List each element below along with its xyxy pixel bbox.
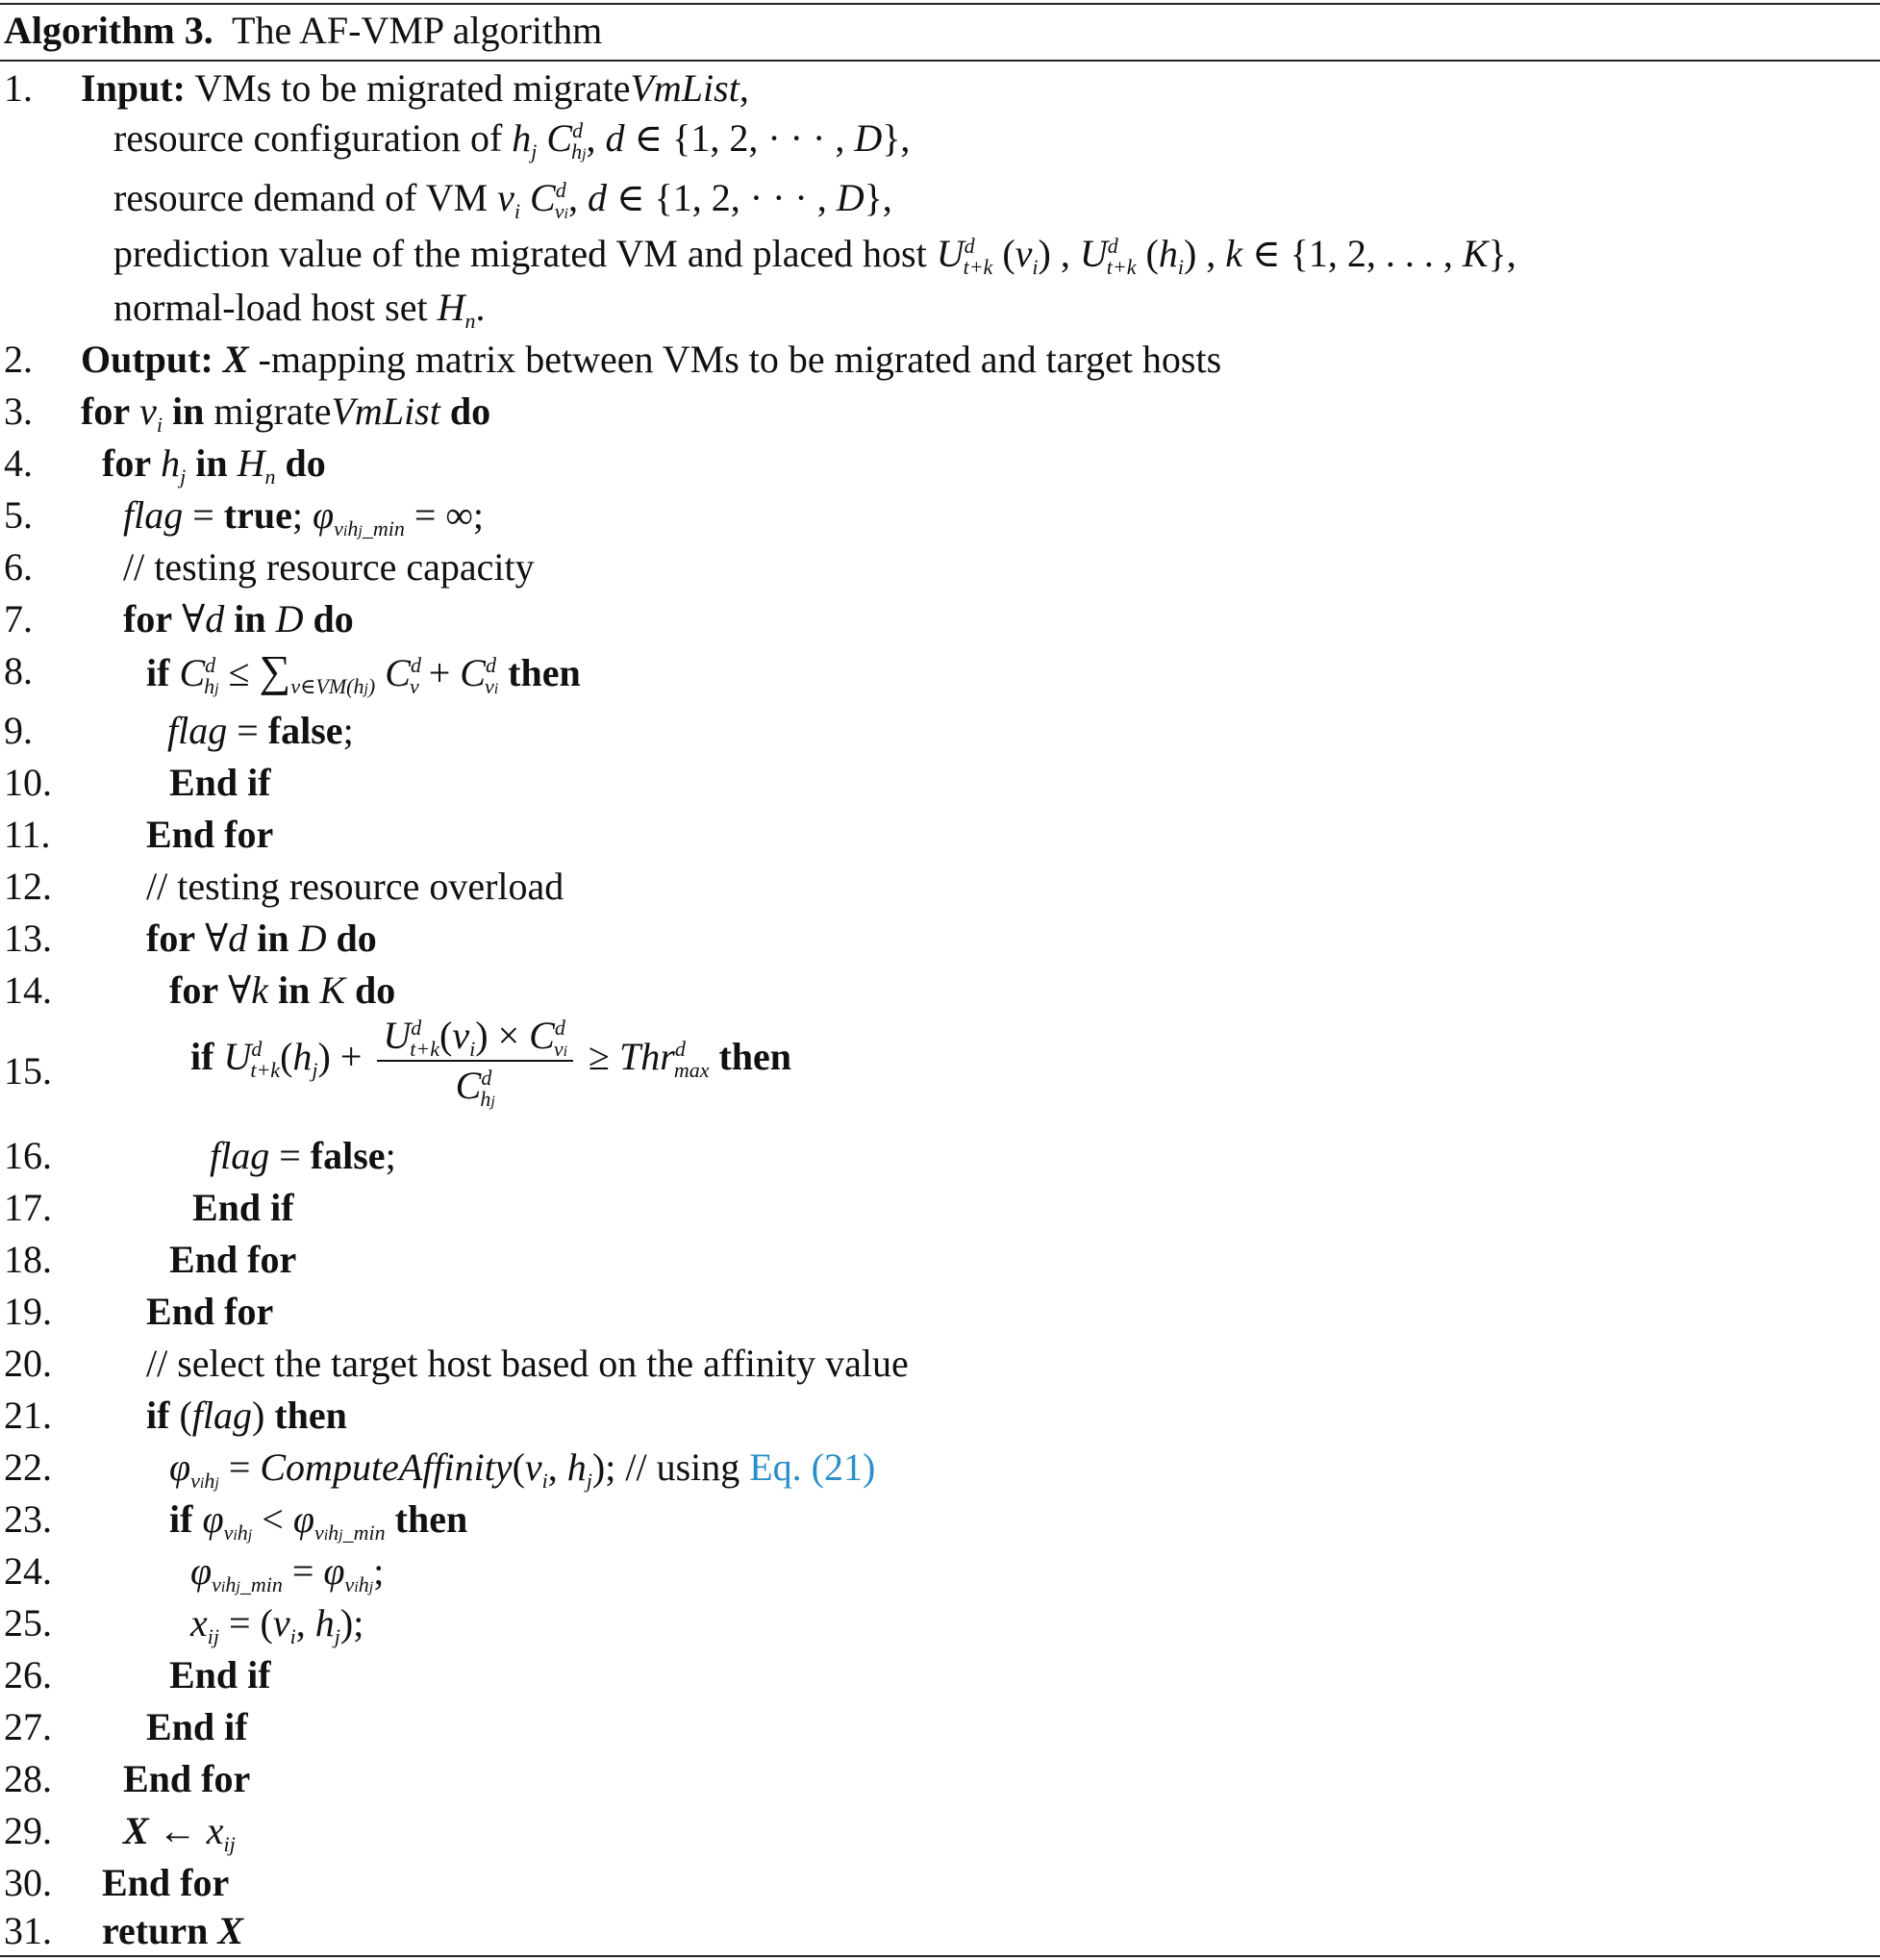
line-content [81,335,1221,385]
line-number: 12. [4,865,52,908]
kw: End for [102,1861,230,1904]
comment: // using [625,1445,740,1489]
kw: if [190,1035,214,1079]
fraction: $\frac{U^d_{t+k}(v_i) \times C^d_{vi}}{C^d_{hj}}$ [377,1012,573,1110]
line-number: 15. [4,1049,52,1093]
line-content: for ∀d in D do [146,917,377,960]
line-content: flag = true; $\varphi_{vihj\_min}$ = ∞; [123,493,484,540]
kw: then [394,1497,468,1541]
line-content: X ← $x_{ij}$ [123,1809,236,1856]
kw: in [277,968,311,1012]
var: flag [191,1394,252,1437]
line-number: 24. [4,1549,52,1593]
output-keyword: Output: [81,338,213,381]
var: flag [167,709,228,752]
kw: End if [169,761,271,804]
vmlist-var: VmList [630,66,739,110]
kw: do [336,917,377,960]
line-number: 10. [4,761,52,804]
kw: then [718,1035,792,1079]
line-number: 18. [4,1238,52,1281]
kw: then [508,651,581,694]
line-number: 7. [4,597,33,641]
line-number: 27. [4,1705,52,1748]
kw: End for [169,1238,297,1281]
line-content: if $U^d_{t+k}(h_j)$ + $\frac{U^d_{t+k}(v_i) \times C^d_{vi}}{C^d_{hj}}$ ≥ Thr$^d_{max}$ then [190,1014,792,1111]
kw: false [310,1134,386,1177]
line-content: $\varphi_{vihj}$ = $ComputeAffinity(v_i$, $h_j$); // using Eq. (21) [169,1445,876,1493]
comment: // testing resource overload [146,865,564,908]
line-number: 30. [4,1861,52,1904]
kw: End for [123,1757,251,1800]
comment: // testing resource capacity [123,545,535,589]
var: Thr [619,1035,675,1079]
kw: for [146,917,196,960]
subscript: max [673,1058,710,1083]
line-number: 2. [4,338,33,381]
line-content: if (flag) then [146,1394,347,1437]
line-number: 22. [4,1445,52,1489]
line-content: if $C^d_{hj} \le \sum_{v\in VM(hj)}$ $C^d_v + C^d_{vi}$ then [146,646,581,698]
kw: for [81,389,131,433]
line-number: 31. [4,1909,52,1952]
line-number: 26. [4,1653,52,1696]
comment: // select the target host based on the affinity value [146,1342,909,1385]
comma: , [739,66,749,110]
line-1-cont-config: resource configuration of $h_j$ $C^d_{hj}$, d ∈ {1, 2, · · · , D}, [113,116,911,163]
algorithm-header [4,6,602,56]
line-content: flag = false; [167,709,354,752]
line-number: 14. [4,968,52,1012]
algorithm-label: Algorithm 3. [4,9,213,52]
line-1-cont-prediction: prediction value of the migrated VM and placed host $U^d_{t+k}$ $(v_i)$ , $U^d_{t+k}$ $(h_i)$ , k ∈ {1, 2, . . . , K}, [113,232,1517,279]
line-content: for $v_i$ in migrateVmList do [81,389,491,437]
line-number: 6. [4,545,33,589]
kw: return [102,1909,209,1952]
line-number: 25. [4,1601,52,1645]
line-content: for $h_j$ in $H_n$ do [102,441,326,489]
output-text: -mapping matrix between VMs to be migrated and target hosts [258,338,1222,381]
kw: End for [146,1290,274,1333]
top-rule [0,3,1880,5]
line-number: 17. [4,1186,52,1229]
kw: do [313,597,354,641]
line-number: 23. [4,1497,52,1541]
kw: if [146,651,170,694]
line-number: 3. [4,389,33,433]
line-content: return X [102,1909,244,1952]
line-number: 9. [4,709,33,752]
line-content: flag = false; [210,1134,396,1177]
line-number: 13. [4,917,52,960]
kw: do [355,968,396,1012]
kw: in [171,389,205,433]
kw: End for [146,813,274,856]
var: flag [210,1134,270,1177]
func: ComputeAffinity [260,1445,513,1489]
kw: in [195,441,228,485]
algorithm-title: The AF-VMP algorithm [232,9,603,52]
line-content: for ∀k in K do [169,968,396,1012]
line-number: 19. [4,1290,52,1333]
line-number: 28. [4,1757,52,1800]
eq-21-link[interactable]: Eq. (21) [749,1445,876,1489]
kw: in [257,917,289,960]
line-number: 20. [4,1342,52,1385]
line-number: 8. [4,649,33,692]
line-content: for ∀d in D do [123,597,354,641]
var: VmList [331,389,440,433]
line-number: 1. [4,66,33,110]
kw: in [234,597,266,641]
kw: for [102,441,152,485]
kw: for [123,597,173,641]
x-var: X [222,338,249,381]
kw: do [285,441,326,485]
word: migrate [213,389,332,433]
line-content [81,63,749,113]
kw: if [169,1497,193,1541]
kw: false [267,709,343,752]
line-content: $\varphi_{vihj\_min} = \varphi_{vihj}$; [190,1549,385,1596]
header-rule [0,60,1880,62]
kw: true [223,493,292,537]
kw: if [146,1394,170,1437]
line-number: 29. [4,1809,52,1852]
kw: End if [146,1705,248,1748]
kw: do [449,389,491,433]
input-keyword: Input: [81,66,186,110]
line-number: 21. [4,1394,52,1437]
line-number: 16. [4,1134,52,1177]
line-number: 4. [4,441,33,485]
line-content: $x_{ij} = (v_i$, $h_j$); [190,1601,364,1648]
line-number: 11. [4,813,51,856]
kw: End if [169,1653,271,1696]
line-1-cont-demand: resource demand of VM $v_i$ $C^d_{vi}$, d ∈ {1, 2, · · · , D}, [113,176,892,223]
line-1-cont-hostset: normal-load host set $H_n$. [113,286,486,333]
line-number: 5. [4,493,33,537]
line-content: if $\varphi_{vihj} < \varphi_{vihj\_min}$ then [169,1497,468,1545]
kw: then [274,1394,347,1437]
bottom-rule [0,1955,1880,1957]
var: flag [123,493,184,537]
kw: for [169,968,219,1012]
input-text: VMs to be migrated migrate [194,66,631,110]
kw: End if [192,1186,294,1229]
